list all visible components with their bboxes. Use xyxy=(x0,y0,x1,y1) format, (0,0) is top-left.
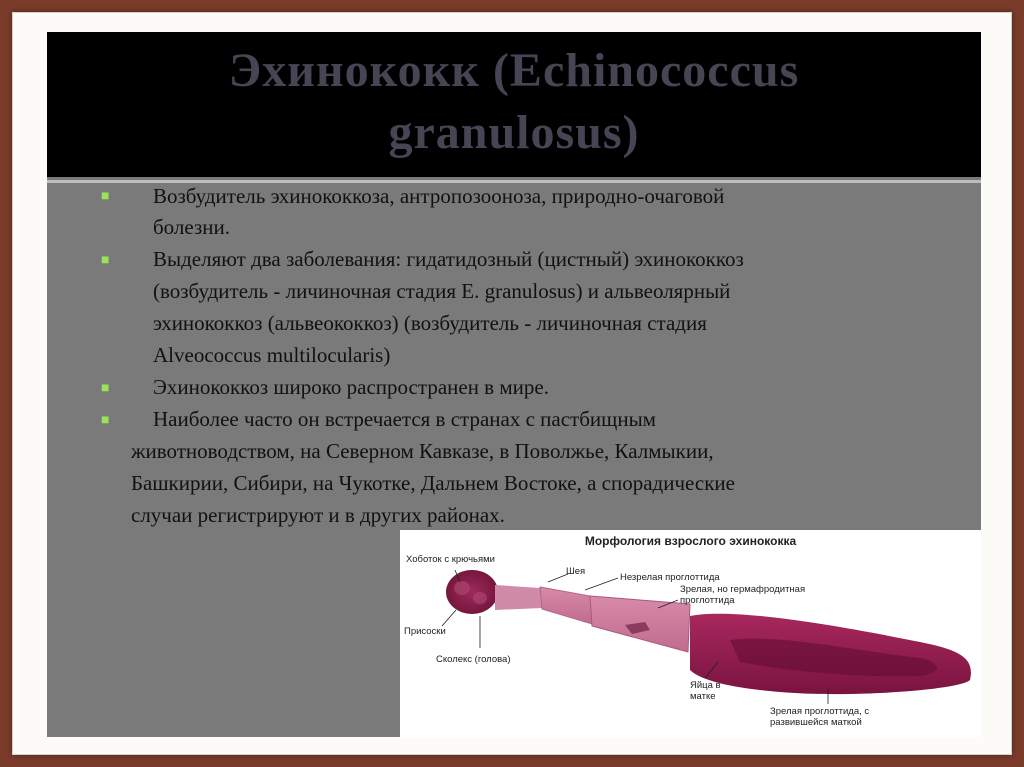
label-immature-proglottid: Незрелая проглоттида xyxy=(620,572,720,583)
bullet-4-line-2: животноводством, на Северном Кавказе, в Поволжье, Калмыкии, xyxy=(131,439,714,463)
bullet-icon: ■ xyxy=(101,381,110,396)
bullet-4-line-4: случаи регистрируют и в других районах. xyxy=(131,503,505,527)
echinococcus-figure xyxy=(400,530,981,737)
bullet-3-line-1: Эхинококкоз широко распространен в мире. xyxy=(153,375,549,399)
figure-title: Морфология взрослого эхинококка xyxy=(584,534,797,548)
scolex-head xyxy=(446,570,498,614)
bullet-2-line-1: Выделяют два заболевания: гидатидозный (цистный) эхинококкоз xyxy=(153,247,744,271)
label-scolex: Сколекс (голова) xyxy=(436,654,511,665)
label-eggs: Яйца в матке xyxy=(690,680,721,702)
bullet-2-line-2: (возбудитель - личиночная стадия E. granulosus) и альвеолярный xyxy=(153,279,731,303)
neck-segment xyxy=(495,585,542,610)
bullet-icon: ■ xyxy=(101,413,110,428)
label-neck: Шея xyxy=(566,566,586,577)
bullet-1-line-1: Возбудитель эхинококкоза, антропозоонoза, природно-очаговой xyxy=(153,184,725,208)
bullet-4-line-1: Наиболее часто он встречается в странах с пастбищным xyxy=(153,407,656,431)
immature-proglottid xyxy=(540,587,592,624)
bullet-icon: ■ xyxy=(101,189,110,204)
title-bar xyxy=(47,32,981,177)
bullet-icon: ■ xyxy=(101,253,110,268)
bullet-4-line-3: Башкирии, Сибири, на Чукотке, Дальнем Востоке, а спорадические xyxy=(131,471,735,495)
slide-title: Эхинококк (Echinococcus granulosus) xyxy=(228,44,800,159)
label-mature-proglottid: Зрелая, но гермафродитная проглоттида xyxy=(680,584,806,606)
label-suckers: Присоски xyxy=(404,626,446,637)
bullet-1-line-2: болезни. xyxy=(153,215,230,239)
bullet-2-line-4: Alveococcus multilocularis) xyxy=(153,343,391,367)
label-gravid-proglottid: Зрелая проглоттида, с развившейся маткой xyxy=(770,706,870,728)
label-proboscis: Хоботок с крючьями xyxy=(406,554,495,565)
bullet-2-line-3: эхинококкоз (альвеококкоз) (возбудитель - личиночная стадия xyxy=(153,311,707,335)
